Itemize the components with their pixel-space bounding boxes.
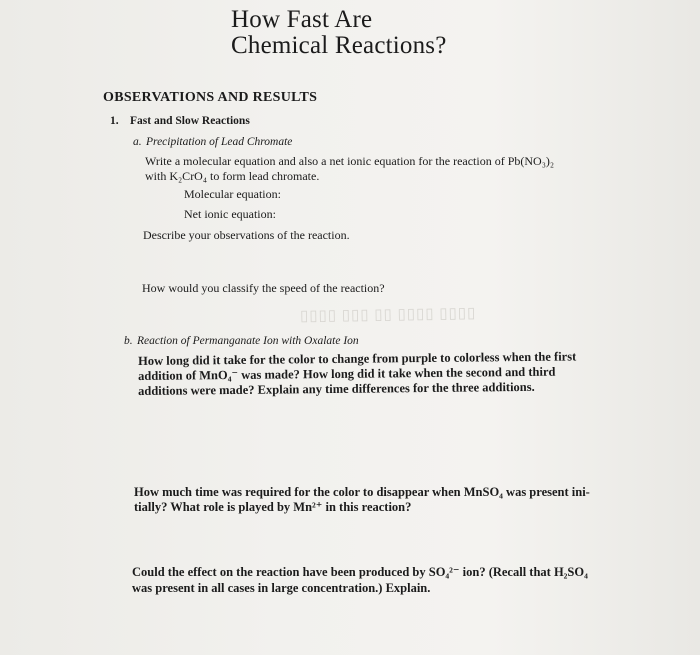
title-line-1: How Fast Are <box>231 6 373 33</box>
bleed-through-text: ▯▯▯▯ ▯▯▯ ▯▯ ▯▯▯▯ ▯▯▯▯ <box>299 305 477 325</box>
title-line-2: Chemical Reactions? <box>231 32 447 59</box>
molecular-equation-label: Molecular equation: <box>184 187 281 201</box>
part-b-q3-line-2: was present in all cases in large concentration.) Explain. <box>132 581 431 595</box>
item-1-label: Fast and Slow Reactions <box>130 115 250 127</box>
section-heading: OBSERVATIONS AND RESULTS <box>103 90 318 105</box>
net-ionic-equation-label: Net ionic equation: <box>184 207 276 221</box>
part-b-q1-line-2: addition of MnO₄⁻ was made? How long did it take when the second and third <box>138 364 556 383</box>
speed-prompt: How would you classify the speed of the reaction? <box>142 281 385 295</box>
observations-prompt: Describe your observations of the reaction. <box>143 228 350 242</box>
part-b-q2-line-2: tially? What role is played by Mn²⁺ in this reaction? <box>134 500 412 514</box>
part-b-title: Reaction of Permanganate Ion with Oxalate Ion <box>137 335 359 347</box>
part-b-letter: b. <box>124 335 133 347</box>
part-a-instruction-line-1: Write a molecular equation and also a net ionic equation for the reaction of Pb(NO₃)₂ <box>145 154 555 168</box>
item-1-number: 1. <box>110 115 119 127</box>
part-b-q1-line-3: additions were made? Explain any time differences for the three additions. <box>138 379 535 398</box>
part-a-title: Precipitation of Lead Chromate <box>146 136 293 148</box>
part-b-q1-line-1: How long did it take for the color to change from purple to colorless when the first <box>138 349 577 368</box>
part-b-q2-line-1: How much time was required for the color to disappear when MnSO₄ was present ini- <box>134 485 590 499</box>
part-a-letter: a. <box>133 136 142 148</box>
part-b-q3-line-1: Could the effect on the reaction have been produced by SO₄²⁻ ion? (Recall that H₂SO₄ <box>132 565 588 579</box>
part-a-instruction-line-2: with K₂CrO₄ to form lead chromate. <box>145 169 320 183</box>
